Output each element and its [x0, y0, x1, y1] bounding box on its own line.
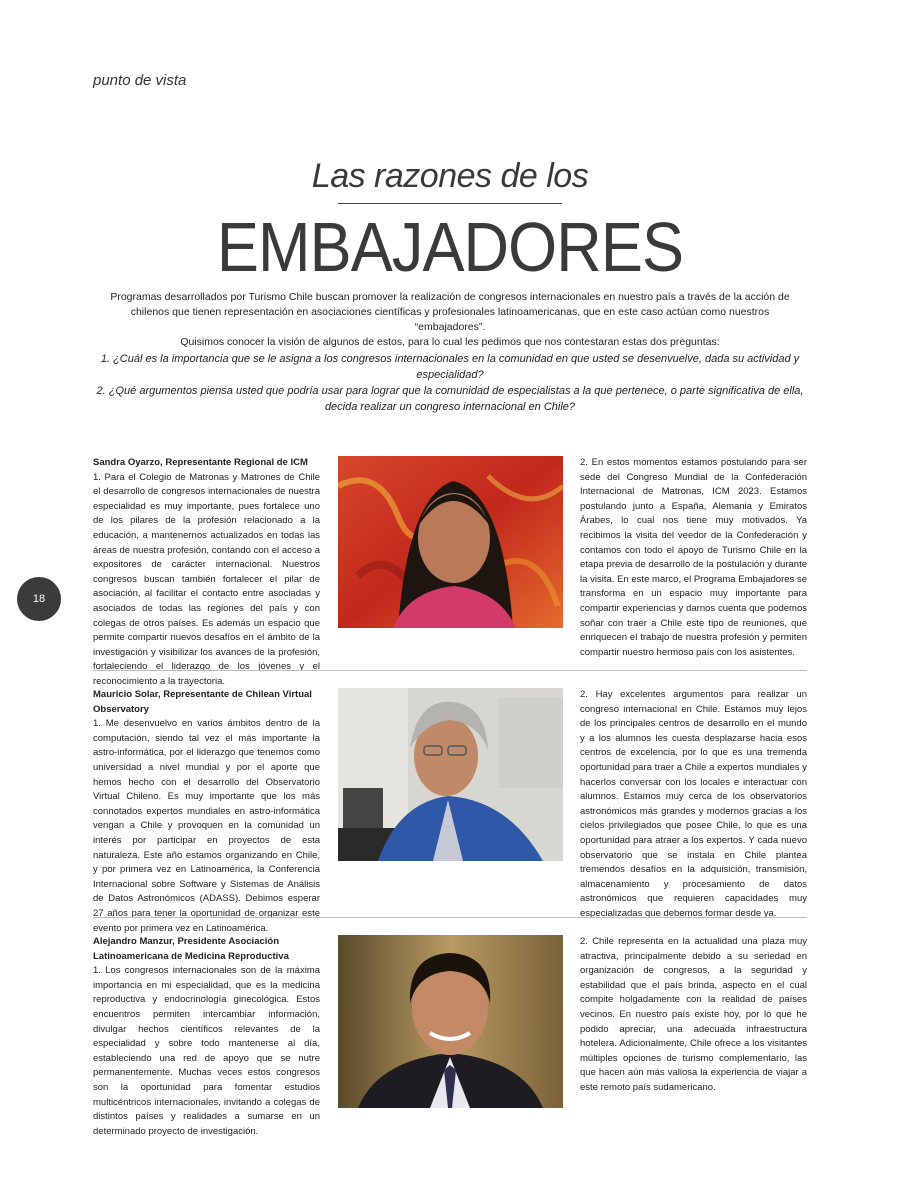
- answer-2: 2. Chile representa en la actualidad una plaza muy atractiva, principalmente debido a su seriedad en organización de congresos, a la seguridad y estabilidad que el país brinda, aspecto en el cual compite holgadamente con la realidad de países vecinos. En nuestro país existe hoy, por lo que he podido apreciar, una adecuada infraestructura hotelera. Adicionalmente, Chile ofrece a los visitantes múltiples opciones de turismo complementario, las que hacen aún más valiosa la experiencia de viajar a este remoto país sudamericano.: [580, 936, 807, 1093]
- answer-1: 1. Los congresos internacionales son de la máxima importancia en mi especialidad, que es la medicina reproductiva y endocrinología ginecológica. Estos encuentros permiten intercambiar información, divulgar hechos científicos relevantes de la especialidad y sobre todo mantenerse al día, estableciendo una red de apoyo que se nutre permanentemente. Muchas veces estos congresos son la oportunidad para fomentar estudios multicéntricos internacionales, invitando a colegas de distintos países y realidades a sumarse en un determinado proyecto de investigación.: [93, 965, 320, 1137]
- portrait-photo: [338, 456, 563, 628]
- portrait-photo: [338, 935, 563, 1108]
- intro-text: [100, 290, 800, 350]
- title-line-1: Las razones de los: [311, 157, 589, 195]
- page-title: EMBAJADORES: [216, 208, 684, 286]
- page-number-badge: 18: [17, 577, 61, 621]
- question-2: 2. ¿Qué argumentos piensa usted que podría usar para lograr que la comunidad de especialistas a la que pertenece, o parte significativa de ella, decida realizar un congreso internacional en Chile?: [96, 385, 804, 413]
- ambassador-name: Alejandro Manzur, Presidente Asociación Latinoamericana de Medicina Reproductiva: [93, 936, 289, 962]
- ambassador-name: Sandra Oyarzo, Representante Regional de ICM: [93, 457, 308, 468]
- title-divider: [338, 203, 562, 204]
- answer-2-column: [580, 935, 807, 1096]
- answer-1-column: [93, 688, 320, 936]
- portrait-photo: [338, 688, 563, 861]
- answer-1: 1. Para el Colegio de Matronas y Matrones de Chile el desarrollo de congresos internacionales de nuestra especialidad es muy importante, pues fortalece uno de los pilares de la profesión relacionado a la educación, a mantenernos actualizados en todas las áreas de nuestra profesión, contando con el acceso a expositores de carácter internacional. Nuestros congresos buscan también fortalecer el pilar de asociación, al facilitar el contacto entre asociadas y asociados de todas las regiones del país y con colegas de otros países. Es además un espacio que permite compartir nuevos desafíos en el ámbito de la investigación y visibilizar los avances de la profesión, fortaleciendo el liderazgo de los jóvenes y el reconocimiento a la trayectoria.: [93, 471, 320, 687]
- answer-2-column: [580, 688, 807, 922]
- answer-2: 2. En estos momentos estamos postulando para ser sede del Congreso Mundial de la Confederación Internacional de Matronas, ICM 2023. Estamos postulando junto a España, Alemania y Emiratos Árabes, lo cual nos tiene muy motivados. Ya recibimos la visita del veedor de la Confederación y contamos con todo el apoyo de Turismo Chile en la etapa previa de desarrollo de la postulación y durante la visita. En este marco, el Programa Embajadores se transforma en un espacio muy importante para compartir experiencias y darnos cuenta que podemos soñar con traer a Chile este tipo de reuniones, que enriquecen el trabajo de nuestra profesión y permiten compartir nuestro hermoso país con los asistentes.: [580, 457, 807, 658]
- answer-2-column: [580, 456, 807, 660]
- section-label: punto de vista: [93, 72, 187, 89]
- question-1: 1. ¿Cuál es la importancia que se le asigna a los congresos internacionales en la comunidad en que usted se desenvuelve, dada su actividad y especialidad?: [100, 353, 800, 381]
- answer-2: 2. Hay excelentes argumentos para realizar un congreso internacional en Chile. Estamos muy lejos de los principales centros de desarrollo en el mundo y a los alumnos les cuesta desplazarse hacia esos centros de excelencia, por lo que es una tremenda oportunidad para traer a Chile a expertos mundiales y hacerlos conversar con los locales e interactuar con alumnos. Estamos muy cerca de los observatorios astronómicos más grandes y modernos gracias a los cielos privilegiados que posee Chile, lo que es una oportunidad para atraer a los expertos. Y cada nuevo observatorio que se instala en Chile plantea tremendos desafíos en la adquisición, transmisión, almacenamiento y procesamiento de datos astronómicos que requieren capacidades muy especializadas que debemos formar desde ya.: [580, 689, 807, 919]
- intro-paragraph: Quisimos conocer la visión de algunos de estos, para lo cual les pedimos que nos contestaran estas dos preguntas:: [180, 336, 720, 348]
- intro-paragraph: Programas desarrollados por Turismo Chile buscan promover la realización de congresos internacionales en nuestro país a través de la acción de chilenos que tienen representación en asociaciones científicas y profesionales latinoamericanas, que en este caso actúan como nuestros “embajadores”.: [110, 291, 790, 333]
- answer-1: 1. Me desenvuelvo en varios ámbitos dentro de la computación, siendo tal vez el más importante la astro-informática, por el liderazgo que tenemos como universidad a nivel mundial y por el aporte que hemos hecho con el desarrollo del Observatorio Virtual Chileno. Es muy importante que los más connotados expertos mundiales en astro-informática vengan a Chile y provoquen en la comunidad un interés por participar en proyectos de esta naturaleza. Este año estamos organizando en Chile, y por primera vez en Latinoamérica, la Conferencia Internacional sobre Software y Sistemas de Análisis de Datos Astronómicos (ADASS). Debimos esperar 27 años para tener la oportunidad de organizar este evento por primera vez en Latinoamérica.: [93, 718, 320, 934]
- answer-1-column: [93, 456, 320, 690]
- section-divider: [93, 917, 807, 918]
- questions-block: [95, 351, 805, 415]
- ambassador-name: Mauricio Solar, Representante de Chilean Virtual Observatory: [93, 689, 312, 715]
- section-divider: [93, 670, 807, 671]
- answer-1-column: [93, 935, 320, 1139]
